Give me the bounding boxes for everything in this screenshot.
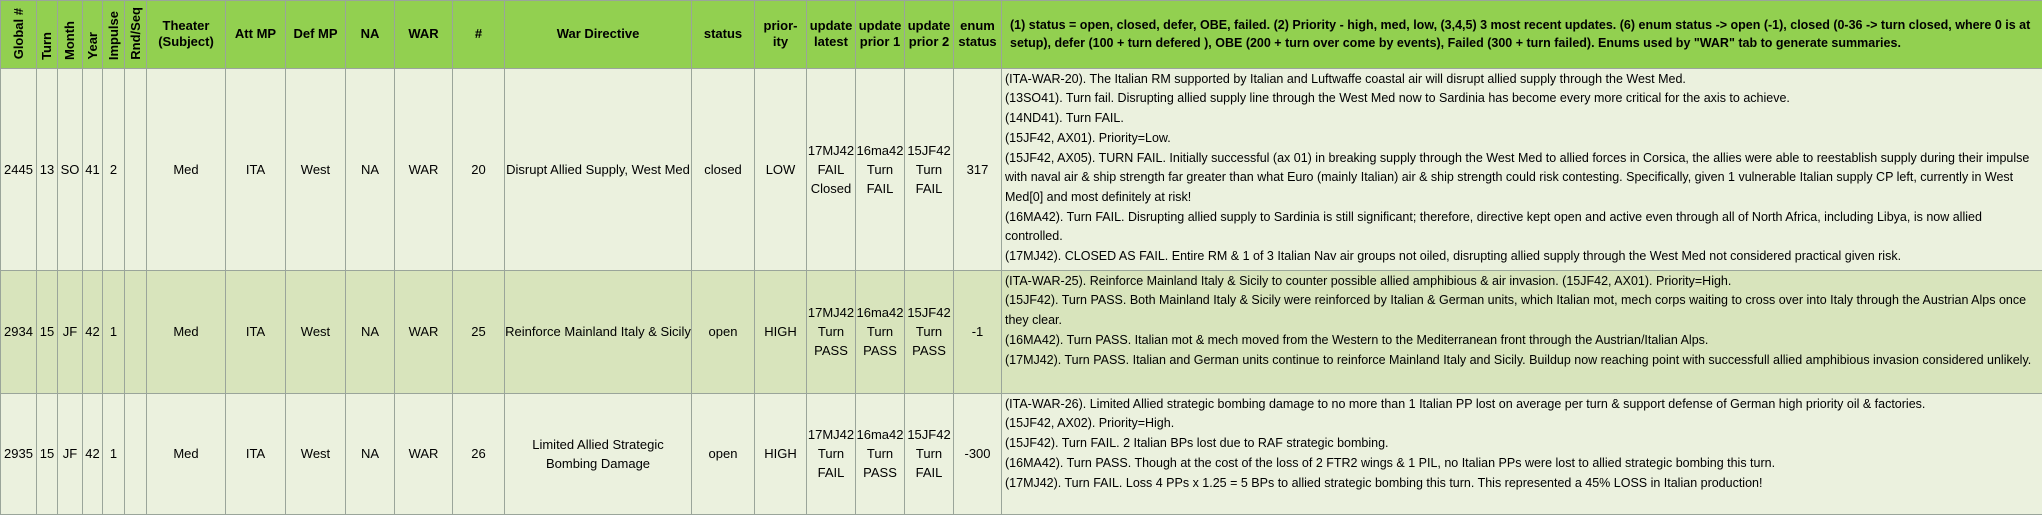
note-line: (15JF42). Turn PASS. Both Mainland Italy & Sicily were reinforced by Italian & German units, which Italian mot, mech corps waiting to cross over into Italy through the Austrian Alps once they clear. [1005,291,2039,330]
cell-status[interactable]: closed [692,68,755,270]
cell-year[interactable]: 41 [83,68,103,270]
header-month[interactable]: Month [58,1,83,69]
header-legend[interactable]: (1) status = open, closed, defer, OBE, failed. (2) Priority - high, med, low, (3,4,5) 3 most recent updates. (6) enum status -> open (-1), closed (0-36 -> turn closed, where 0 is at setup), defer (100 + turn defered ), OBE (200 + turn over come by events), Failed (300 + turn failed). Enums used by "WAR" tab to generate summaries. [1002,1,2042,69]
cell-enum-status[interactable]: 317 [954,68,1002,270]
cell-update-latest[interactable]: 17MJ42 FAIL Closed [807,68,856,270]
note-line: (16MA42). Turn PASS. Though at the cost of the loss of 2 FTR2 wings & 1 PIL, no Italian PPs were lost to allied strategic bombing this turn. [1005,454,2039,474]
note-line: (13SO41). Turn fail. Disrupting allied supply line through the West Med now to Sardinia has become every more critical for the axis to achieve. [1005,89,2039,109]
cell-number[interactable]: 26 [453,393,505,514]
cell-def-mp[interactable]: West [286,68,346,270]
header-na[interactable]: NA [346,1,395,69]
cell-att-mp[interactable]: ITA [226,270,286,393]
cell-theater[interactable]: Med [147,270,226,393]
note-line: (15JF42, AX05). TURN FAIL. Initially successful (ax 01) in breaking supply through the West Med to allied forces in Corsica, the allies were able to reestablish supply during their impulse with naval air & ship strength far greater than what Euro (mainly Italian) air & ship strength could risk contesting. Specifically, given 1 vulnerable Italian supply CP left, currently in West Med[0] and most definitely at risk! [1005,149,2039,208]
cell-na[interactable]: NA [346,270,395,393]
cell-global-number[interactable]: 2935 [1,393,37,514]
note-line: (16MA42). Turn PASS. Italian mot & mech moved from the Western to the Mediterranean front through the Austrian/Italian Alps. [1005,331,2039,351]
note-line: (17MJ42). Turn PASS. Italian and German units continue to reinforce Mainland Italy and Sicily. Buildup now reaching point with successfull allied amphibious invasion considered unlikely. [1005,351,2039,371]
cell-impulse[interactable]: 2 [103,68,125,270]
header-year[interactable]: Year [83,1,103,69]
cell-att-mp[interactable]: ITA [226,68,286,270]
header-war-directive[interactable]: War Directive [505,1,692,69]
cell-turn[interactable]: 15 [37,270,58,393]
cell-month[interactable]: JF [58,270,83,393]
cell-turn[interactable]: 15 [37,393,58,514]
header-status[interactable]: status [692,1,755,69]
cell-notes[interactable] [1002,270,2042,393]
note-line: (ITA-WAR-26). Limited Allied strategic bombing damage to no more than 1 Italian PP lost on average per turn & support defense of German high priority oil & factories. [1005,395,2039,415]
cell-update-prior-2[interactable]: 15JF42 Turn FAIL [905,68,954,270]
header-row [1,1,2042,69]
cell-enum-status[interactable]: -300 [954,393,1002,514]
header-theater[interactable]: Theater (Subject) [147,1,226,69]
cell-war[interactable]: WAR [395,393,453,514]
note-line: (15JF42, AX01). Priority=Low. [1005,129,2039,149]
cell-update-prior-1[interactable]: 16ma42 Turn PASS [856,393,905,514]
table-row [1,270,2042,393]
cell-year[interactable]: 42 [83,270,103,393]
header-rnd-seq[interactable]: Rnd/Seq [125,1,147,69]
cell-priority[interactable]: LOW [755,68,807,270]
cell-war-directive[interactable]: Disrupt Allied Supply, West Med [505,68,692,270]
cell-global-number[interactable]: 2445 [1,68,37,270]
header-priority[interactable]: prior- ity [755,1,807,69]
cell-na[interactable]: NA [346,393,395,514]
cell-impulse[interactable]: 1 [103,393,125,514]
cell-number[interactable]: 20 [453,68,505,270]
cell-update-latest[interactable]: 17MJ42 Turn PASS [807,270,856,393]
header-def-mp[interactable]: Def MP [286,1,346,69]
cell-update-latest[interactable]: 17MJ42 Turn FAIL [807,393,856,514]
cell-war[interactable]: WAR [395,68,453,270]
header-att-mp[interactable]: Att MP [226,1,286,69]
cell-enum-status[interactable]: -1 [954,270,1002,393]
cell-theater[interactable]: Med [147,68,226,270]
header-enum-status[interactable]: enum status [954,1,1002,69]
note-line: (17MJ42). Turn FAIL. Loss 4 PPs x 1.25 = 5 BPs to allied strategic bombing this turn. This represented a 45% LOSS in Italian production! [1005,474,2039,494]
header-war[interactable]: WAR [395,1,453,69]
cell-year[interactable]: 42 [83,393,103,514]
cell-number[interactable]: 25 [453,270,505,393]
cell-month[interactable]: SO [58,68,83,270]
header-turn[interactable]: Turn [37,1,58,69]
cell-month[interactable]: JF [58,393,83,514]
cell-def-mp[interactable]: West [286,393,346,514]
cell-war-directive[interactable]: Limited Allied Strategic Bombing Damage [505,393,692,514]
note-line: (17MJ42). CLOSED AS FAIL. Entire RM & 1 of 3 Italian Nav air groups not oiled, disrupting allied supply through the West Med not considered practical given risk. [1005,247,2039,267]
cell-rnd-seq[interactable] [125,270,147,393]
note-line: (15JF42). Turn FAIL. 2 Italian BPs lost due to RAF strategic bombing. [1005,434,2039,454]
cell-priority[interactable]: HIGH [755,393,807,514]
cell-update-prior-2[interactable]: 15JF42 Turn FAIL [905,393,954,514]
note-line: (ITA-WAR-25). Reinforce Mainland Italy & Sicily to counter possible allied amphibious & air invasion. (15JF42, AX01). Priority=High. [1005,272,2039,292]
note-line: (15JF42, AX02). Priority=High. [1005,414,2039,434]
header-update-prior-2[interactable]: update prior 2 [905,1,954,69]
cell-na[interactable]: NA [346,68,395,270]
cell-status[interactable]: open [692,393,755,514]
header-impulse[interactable]: Impulse [103,1,125,69]
cell-def-mp[interactable]: West [286,270,346,393]
cell-notes[interactable] [1002,393,2042,514]
note-line: (ITA-WAR-20). The Italian RM supported by Italian and Luftwaffe coastal air will disrupt allied supply through the West Med. [1005,70,2039,90]
header-number[interactable]: # [453,1,505,69]
cell-att-mp[interactable]: ITA [226,393,286,514]
cell-update-prior-2[interactable]: 15JF42 Turn PASS [905,270,954,393]
table-row [1,68,2042,270]
cell-war[interactable]: WAR [395,270,453,393]
note-line: (16MA42). Turn FAIL. Disrupting allied supply to Sardinia is still significant; therefore, directive kept open and active even through all of North Africa, including Libya, is now allied controlled. [1005,208,2039,247]
cell-theater[interactable]: Med [147,393,226,514]
cell-rnd-seq[interactable] [125,393,147,514]
header-global-number[interactable]: Global # [1,1,37,69]
cell-impulse[interactable]: 1 [103,270,125,393]
cell-update-prior-1[interactable]: 16ma42 Turn PASS [856,270,905,393]
cell-priority[interactable]: HIGH [755,270,807,393]
cell-status[interactable]: open [692,270,755,393]
cell-turn[interactable]: 13 [37,68,58,270]
cell-war-directive[interactable]: Reinforce Mainland Italy & Sicily [505,270,692,393]
header-update-prior-1[interactable]: update prior 1 [856,1,905,69]
header-update-latest[interactable]: update latest [807,1,856,69]
cell-update-prior-1[interactable]: 16ma42 Turn FAIL [856,68,905,270]
table-row [1,393,2042,514]
note-line: (14ND41). Turn FAIL. [1005,109,2039,129]
cell-rnd-seq[interactable] [125,68,147,270]
cell-global-number[interactable]: 2934 [1,270,37,393]
cell-notes[interactable] [1002,68,2042,270]
